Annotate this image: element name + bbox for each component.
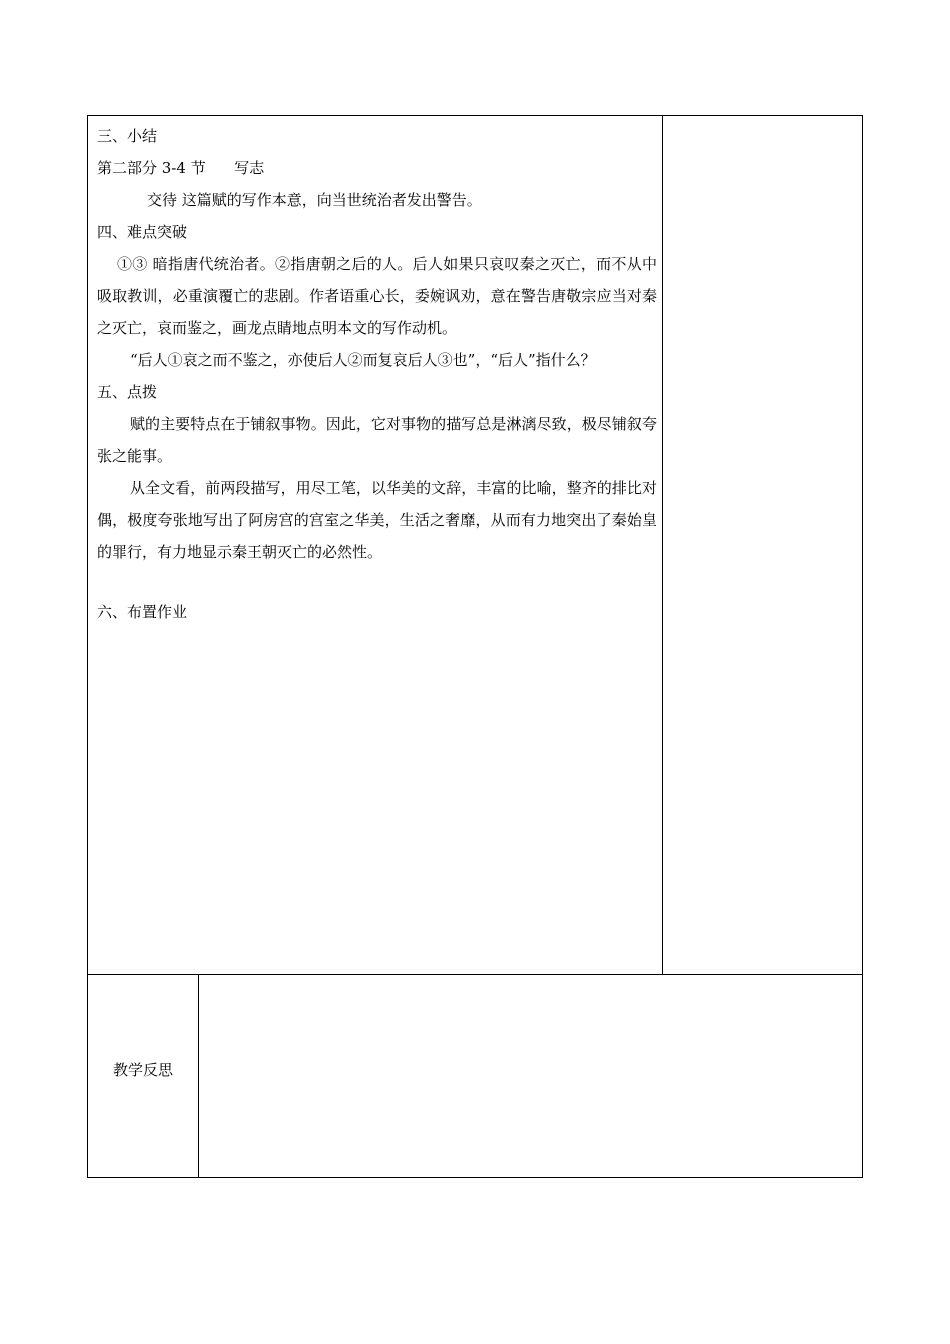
section4-paragraph-1: ①③ 暗指唐代统治者。②指唐朝之后的人。后人如果只哀叹秦之灭亡，而不从中吸取教训，必重演覆亡的悲剧。作者语重心长，委婉讽劝，意在警告唐敬宗应当对秦之灭亡，哀而鉴之，画龙点睛地点明本文的写作动机。 [97, 255, 657, 337]
section3-subheading: 第二部分 3-4 节 写志 [97, 159, 265, 177]
reflection-content-cell [198, 974, 863, 1178]
section4-paragraph-2: “后人①哀之而不鉴之，亦使后人②而复哀后人③也”，“后人”指什么？ [130, 351, 596, 369]
section6-heading: 六、布置作业 [97, 603, 188, 621]
teaching-reflection-label: 教学反思 [112, 1061, 173, 1079]
section3-heading: 三、小结 [97, 127, 158, 145]
spacer [97, 568, 657, 596]
lesson-content [97, 120, 657, 628]
section5-paragraph-2: 从全文看，前两段描写，用尽工笔，以华美的文辞，丰富的比喻，整齐的排比对偶，极度夸张地写出了阿房宫的宫室之华美，生活之奢靡，从而有力地突出了秦始皇的罪行，有力地显示秦王朝灭亡的必然性。 [97, 479, 657, 561]
section5-paragraph-1: 赋的主要特点在于铺叙事物。因此，它对事物的描写总是淋漓尽致，极尽铺叙夸张之能事。 [97, 415, 657, 465]
notes-side-cell [662, 115, 863, 975]
section5-heading: 五、点拨 [97, 383, 158, 401]
section3-text: 交待 这篇赋的写作本意，向当世统治者发出警告。 [147, 191, 482, 209]
section4-heading: 四、难点突破 [97, 223, 188, 241]
